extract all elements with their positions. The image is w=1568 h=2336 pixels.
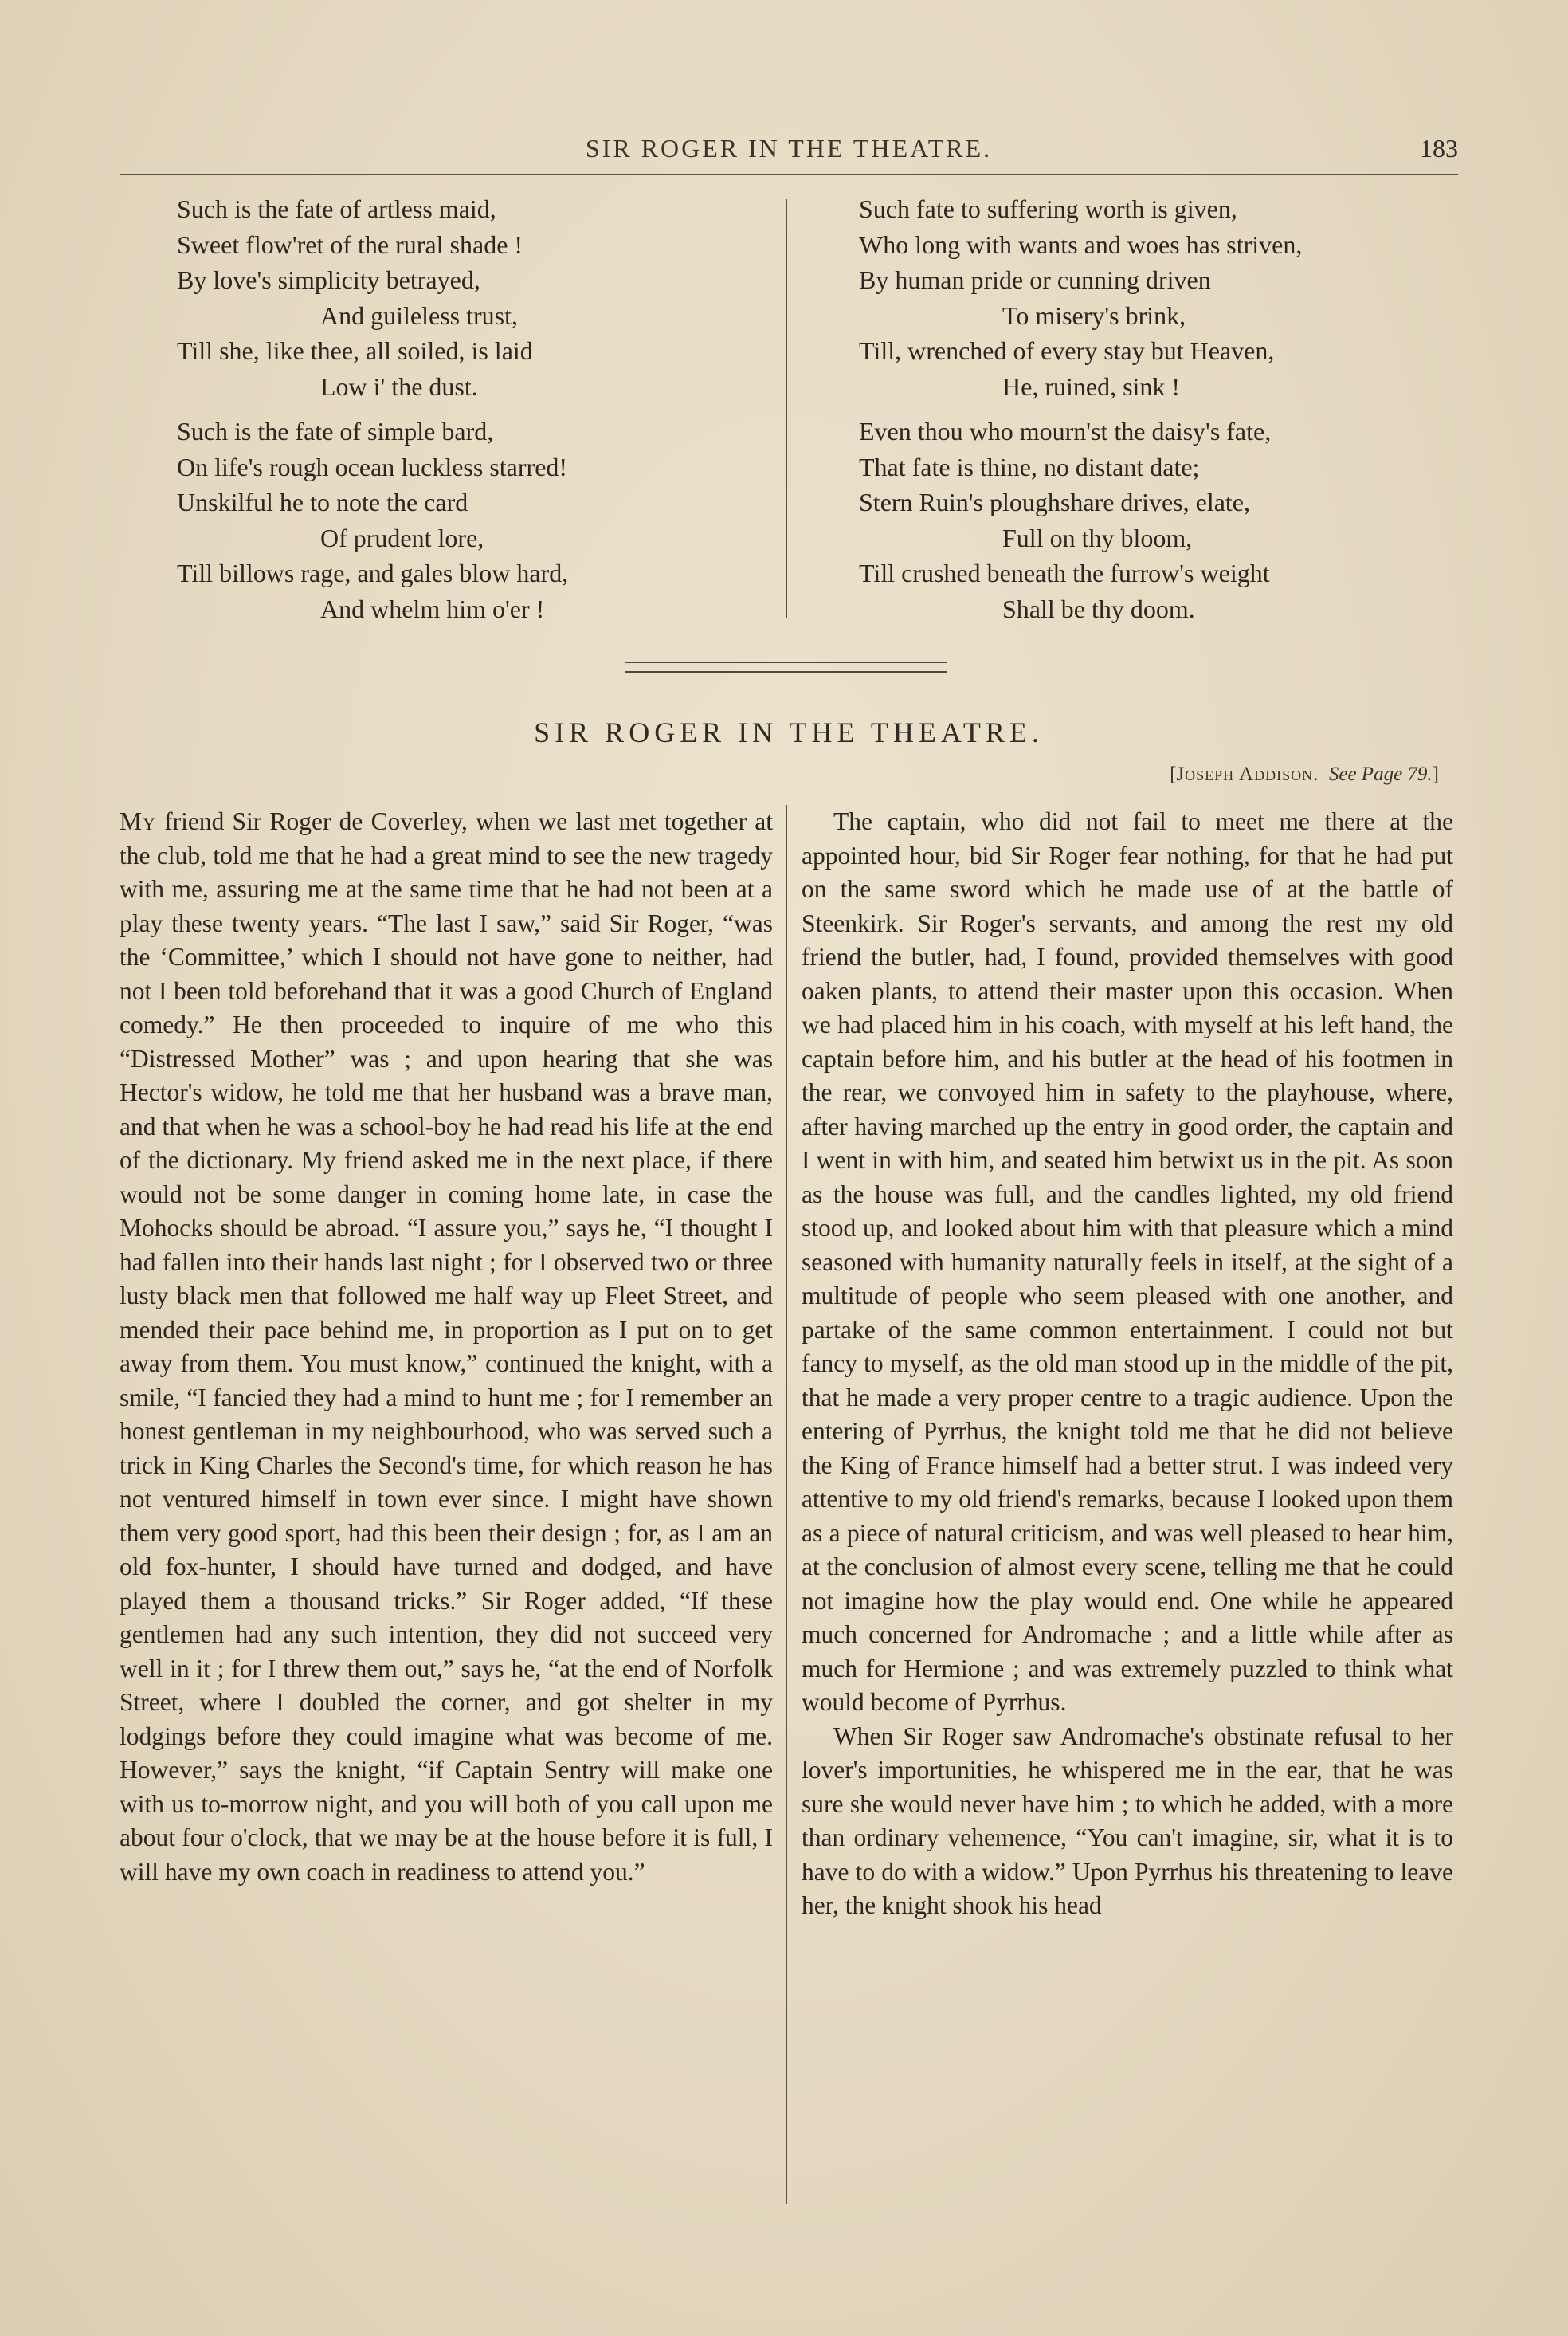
poem-line: Shall be thy doom. [1002,594,1195,623]
page-number: 183 [1420,134,1458,163]
poem-right-column [859,191,1464,636]
opening-word: My [120,807,156,835]
poem-line: By love's simplicity betrayed, [177,265,480,294]
poem-line: And guileless trust, [320,300,518,330]
poem-line: Till, wrenched of every stay but Heaven, [859,336,1275,365]
poem-line: Who long with wants and woes has striven, [859,230,1303,259]
poem-line: Full on thy bloom, [1002,523,1193,552]
poem-line: Till billows rage, and gales blow hard, [177,559,569,587]
poem-section [120,191,1458,622]
article-paragraph: The captain, who did not fail to meet me there at the appointed hour, bid Sir Roger fear nothing, for that he had put on the same sword which he made use of at the battle of Steenkirk. Sir Roger's servants, and among the rest my old friend the butler, had, I found, provided themselves with good oaken plants, to attend their master upon this occasion. When we had placed him in his coach, with myself at his left hand, the captain before him, and his butler at the head of his footmen in the rear, we convoyed him in safety to the playhouse, where, after having marched up the entry in good order, the captain and I went in with him, and seated him betwixt us in the pit. As soon as the house was full, and the candles lighted, my old friend stood up, and looked about him with that pleasure which a mind seasoned with humanity naturally feels in itself, at the sight of a multitude of people who seem pleased with one another, and partake of the same common entertainment. I could not but fancy to myself, as the old man stood up in the middle of the pit, that he made a very proper centre to a tragic audience. Upon the entering of Pyrrhus, the knight told me that he did not believe the King of France himself had a better strut. I was indeed very attentive to my old friend's remarks, because I looked upon them as a piece of natural criticism, and was well pleased to hear him, at the conclusion of almost every scene, telling me that he could not imagine how the play would end. One while he appeared much concerned for Andromache ; and a little while after as much for Hermione ; and was extremely puzzled to think what would become of Pyrrhus. [802,807,1453,1716]
article-attribution [1170,764,1439,786]
poem-line: Unskilful he to note the card [177,488,468,516]
poem-stanza [177,414,782,626]
poem-line: Such is the fate of artless maid, [177,194,496,223]
poem-line: On life's rough ocean luckless starred! [177,452,568,481]
attribution-see-page: See Page 79. [1328,764,1433,785]
poem-line: Low i' the dust. [320,371,478,401]
poem-line: Sweet flow'ret of the rural shade ! [177,230,523,259]
poem-line: Till crushed beneath the furrow's weight [859,559,1270,587]
header-rule [120,174,1458,175]
section-separator-rule [625,662,947,673]
poem-line: Stern Ruin's ploughshare drives, elate, [859,488,1250,516]
poem-line: And whelm him o'er ! [320,594,545,623]
running-title: SIR ROGER IN THE THEATRE. [585,134,993,163]
paragraph-text: friend Sir Roger de Coverley, when we last met together at the club, told me that he had a great mind to see the new tragedy with me, assuring me at the same time that he had not been at a play these twenty years. “The last I saw,” said Sir Roger, “was the ‘Committee,’ which I should not have gone to neither, had not I been told beforehand that it was a good Church of England comedy.” He then proceeded to inquire of me who this “Distressed Mother” was ; and upon hearing that she was Hector's widow, he told me that her husband was a brave man, and that when he was a school-boy he had read his life at the end of the dictionary. My friend asked me in the next place, if there would not be some danger in coming home late, in case the Mohocks should be abroad. “I assure you,” says he, “I thought I had fallen into their hands last night ; for I observed two or three lusty black men that followed me half way up Fleet Street, and mended their pace behind me, in proportion as I put on to get away from them. You must know,” continued the knight, with a smile, “I fancied they had a mind to hunt me ; for I remember an honest gentleman in my neighbourhood, who was served such a trick in King Charles the Second's time, for which reason he has not ventured himself in town ever since. I might have shown them very good sport, had this been their design ; for, as I am an old fox-hunter, I should have turned and dodged, and have played them a thousand tricks.” Sir Roger added, “If these gentlemen had any such intention, they did not succeed very well in it ; for I threw them out,” says he, “at the end of Norfolk Street, where I doubled the corner, and got shelter in my lodgings before they could imagine what was become of me. However,” says the knight, “if Captain Sentry will make one with us to-morrow night, and you will both of you call upon me about four o'clock, that we may be at the house before it is full, I will have my own coach in readiness to attend you.” [120,807,773,1886]
poem-line: Even thou who mourn'st the daisy's fate, [859,417,1272,446]
poem-left-column [177,191,782,636]
poem-stanza [859,414,1464,626]
poem-line: To misery's brink, [1002,300,1186,330]
poem-column-divider [786,199,787,618]
poem-line: Such is the fate of simple bard, [177,417,494,446]
attribution-close-bracket: ] [1432,764,1439,785]
article-title: SIR ROGER IN THE THEATRE. [534,717,1044,748]
poem-stanza [859,191,1464,404]
running-head [120,134,1458,174]
poem-line: Of prudent lore, [320,523,484,552]
poem-stanza [177,191,782,404]
article-column-divider [786,805,787,2204]
poem-line: Such fate to suffering worth is given, [859,194,1237,223]
article-paragraph: When Sir Roger saw Andromache's obstinate refusal to her lover's importunities, he whispered me in the ear, that he was sure she would never have him ; to which he added, with a more than ordinary vehemence, “You can't imagine, sir, what it is to have to do with a widow.” Upon Pyrrhus his threatening to leave her, the knight shook his head [802,1722,1453,1919]
attribution-open-bracket: [ [1170,764,1177,785]
poem-line: By human pride or cunning driven [859,265,1211,294]
article-left-column [120,805,773,1889]
poem-line: Till she, like thee, all soiled, is laid [177,336,533,365]
attribution-author: Joseph Addison. [1176,764,1319,785]
poem-line: That fate is thine, no distant date; [859,452,1200,481]
article-paragraph [120,805,773,1889]
poem-line: He, ruined, sink ! [1002,371,1181,401]
article-right-column [802,805,1453,1923]
